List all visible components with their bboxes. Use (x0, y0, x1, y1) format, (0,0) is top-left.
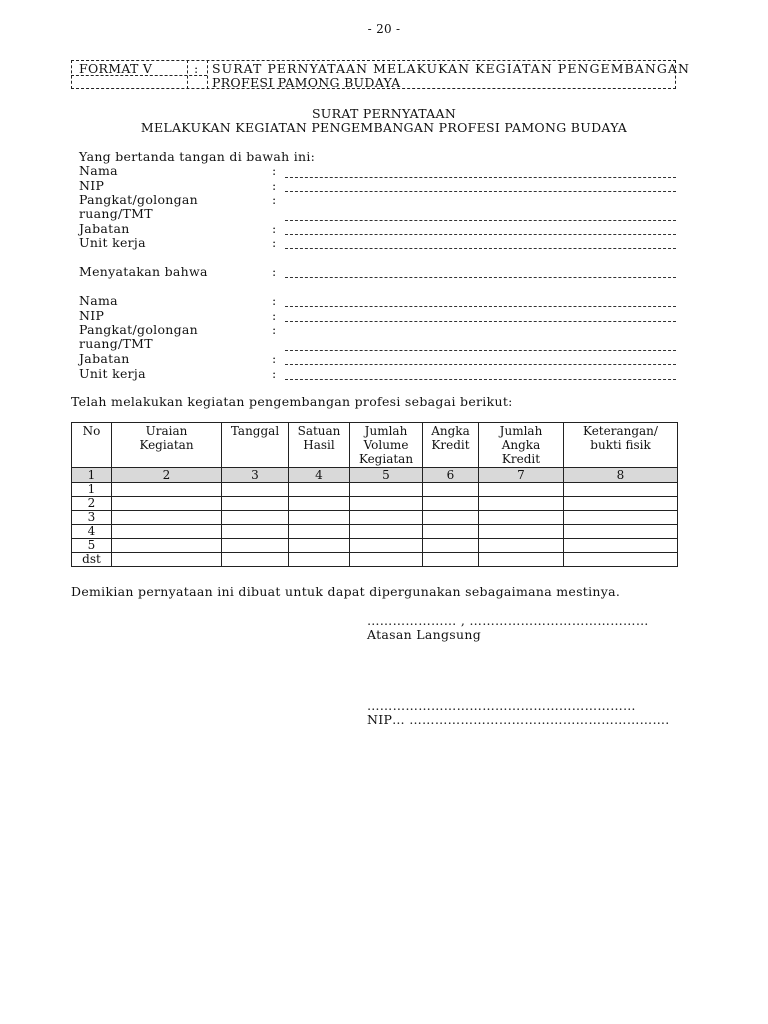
table-row (72, 483, 678, 497)
table-header-text: Jumlah (499, 424, 543, 438)
table-cell[interactable] (350, 511, 423, 525)
table-row (72, 511, 678, 525)
signer-position-dotted-line (285, 234, 676, 235)
table-cell[interactable] (564, 553, 678, 567)
table-cell[interactable] (423, 497, 479, 511)
row-number-cell: 3 (72, 511, 112, 525)
format-title-line1: SURAT PERNYATAAN MELAKUKAN KEGIATAN PENGEMBANGAN (212, 61, 690, 76)
column-number-cell: 4 (289, 468, 350, 483)
signer-rank-label-cont: ruang/TMT (79, 206, 153, 221)
format-colon: : (194, 61, 199, 76)
column-number-cell: 6 (423, 468, 479, 483)
table-cell[interactable] (423, 553, 479, 567)
table-cell[interactable] (222, 497, 289, 511)
table-header-text: Angka (501, 438, 541, 452)
table-header-text: Kegiatan (139, 438, 194, 452)
subject-unit-label: Unit kerja (79, 366, 146, 381)
signer-rank-dotted-line (285, 220, 676, 221)
table-cell[interactable] (564, 511, 678, 525)
field-colon: : (272, 163, 277, 178)
table-header-row (72, 423, 678, 468)
signature-nip-line: NIP… ……………………………………………………. (367, 712, 670, 727)
table-cell[interactable] (222, 511, 289, 525)
table-cell[interactable] (222, 553, 289, 567)
signer-name-dotted-line (285, 177, 676, 178)
table-header-cell (72, 423, 112, 468)
table-header-text: Keterangan/ (583, 424, 658, 438)
place-date-line: ………………… , …………………………………… (367, 613, 649, 628)
intro-text: Yang bertanda tangan di bawah ini: (79, 149, 316, 164)
field-colon: : (272, 366, 277, 381)
field-colon: : (272, 192, 277, 207)
subject-rank-dotted-line (285, 350, 676, 351)
table-cell[interactable] (479, 483, 564, 497)
subject-unit-dotted-line (285, 379, 676, 380)
subject-position-label: Jabatan (79, 351, 130, 366)
table-cell[interactable] (222, 525, 289, 539)
table-row (72, 539, 678, 553)
table-header-text: No (82, 424, 101, 438)
table-header-cell (222, 423, 289, 468)
subject-nip-label: NIP (79, 308, 105, 323)
table-cell[interactable] (564, 497, 678, 511)
signer-position-label: Jabatan (79, 221, 130, 236)
table-cell[interactable] (350, 497, 423, 511)
signer-nip-label: NIP (79, 178, 105, 193)
field-colon: : (272, 235, 277, 250)
table-cell[interactable] (112, 511, 222, 525)
table-cell[interactable] (423, 483, 479, 497)
table-cell[interactable] (222, 539, 289, 553)
table-cell[interactable] (289, 539, 350, 553)
table-cell[interactable] (112, 539, 222, 553)
table-cell[interactable] (112, 483, 222, 497)
row-number-cell: 1 (72, 483, 112, 497)
column-number-cell: 7 (479, 468, 564, 483)
table-cell[interactable] (479, 511, 564, 525)
statement-subtitle: MELAKUKAN KEGIATAN PENGEMBANGAN PROFESI PAMONG BUDAYA (140, 120, 628, 135)
table-header-text: Volume (363, 438, 409, 452)
subject-position-dotted-line (285, 364, 676, 365)
row-number-cell: dst (72, 553, 112, 567)
table-cell[interactable] (222, 483, 289, 497)
row-number-cell: 2 (72, 497, 112, 511)
table-header-cell (112, 423, 222, 468)
table-header-cell (289, 423, 350, 468)
table-cell[interactable] (112, 497, 222, 511)
subject-name-label: Nama (79, 293, 118, 308)
table-cell[interactable] (112, 525, 222, 539)
table-cell[interactable] (350, 483, 423, 497)
table-cell[interactable] (564, 525, 678, 539)
table-header-text: Hasil (303, 438, 335, 452)
subject-rank-label: Pangkat/golongan (79, 322, 199, 337)
table-cell[interactable] (350, 525, 423, 539)
table-cell[interactable] (289, 511, 350, 525)
table-header-cell (564, 423, 678, 468)
column-number-row (72, 468, 678, 483)
subject-nip-dotted-line (285, 321, 676, 322)
column-number-cell: 3 (222, 468, 289, 483)
signer-unit-dotted-line (285, 248, 676, 249)
field-colon: : (272, 264, 277, 279)
field-colon: : (272, 178, 277, 193)
activities-table (71, 422, 678, 567)
table-header-text: Tanggal (230, 424, 280, 438)
format-title-line2: PROFESI PAMONG BUDAYA (212, 75, 401, 90)
table-row (72, 497, 678, 511)
table-cell[interactable] (289, 525, 350, 539)
format-code: FORMAT V (79, 61, 153, 76)
signer-role: Atasan Langsung (367, 627, 481, 642)
table-cell[interactable] (564, 539, 678, 553)
table-cell[interactable] (479, 539, 564, 553)
table-header-text: Kegiatan (358, 452, 414, 466)
table-header-text: Uraian (145, 424, 188, 438)
table-cell[interactable] (479, 553, 564, 567)
table-cell[interactable] (289, 497, 350, 511)
states-label: Menyatakan bahwa (79, 264, 208, 279)
row-number-cell: 4 (72, 525, 112, 539)
table-cell[interactable] (350, 553, 423, 567)
field-colon: : (272, 221, 277, 236)
column-number-cell: 8 (564, 468, 678, 483)
field-colon: : (272, 322, 277, 337)
table-header-cell (350, 423, 423, 468)
table-cell[interactable] (289, 553, 350, 567)
table-cell[interactable] (112, 553, 222, 567)
column-number-cell: 2 (112, 468, 222, 483)
table-cell[interactable] (289, 483, 350, 497)
field-colon: : (272, 351, 277, 366)
signer-name-label: Nama (79, 163, 118, 178)
signer-unit-label: Unit kerja (79, 235, 146, 250)
table-header-cell (423, 423, 479, 468)
table-cell[interactable] (423, 525, 479, 539)
row-number-cell: 5 (72, 539, 112, 553)
table-header-cell (479, 423, 564, 468)
states-dotted-line (285, 277, 676, 278)
subject-rank-label-cont: ruang/TMT (79, 336, 153, 351)
field-colon: : (272, 293, 277, 308)
table-cell[interactable] (479, 497, 564, 511)
subject-name-dotted-line (285, 306, 676, 307)
table-cell[interactable] (479, 525, 564, 539)
table-header-text: Jumlah (364, 424, 408, 438)
table-cell[interactable] (423, 511, 479, 525)
format-divider (207, 60, 208, 89)
table-header-text: Kredit (501, 452, 541, 466)
table-row (72, 525, 678, 539)
field-colon: : (272, 308, 277, 323)
activities-intro: Telah melakukan kegiatan pengembangan profesi sebagai berikut: (71, 394, 513, 409)
statement-title: SURAT PERNYATAAN (311, 106, 457, 121)
table-header-text: Satuan (297, 424, 341, 438)
signature-name-line: ……………………………………………………… (367, 698, 636, 713)
table-row (72, 553, 678, 567)
table-header-text: Kredit (431, 438, 470, 452)
table-cell[interactable] (564, 483, 678, 497)
closing-statement: Demikian pernyataan ini dibuat untuk dapat dipergunakan sebagaimana mestinya. (71, 584, 621, 599)
column-number-cell: 5 (350, 468, 423, 483)
signer-nip-dotted-line (285, 191, 676, 192)
column-number-cell: 1 (72, 468, 112, 483)
table-cell[interactable] (350, 539, 423, 553)
table-header-text: bukti fisik (590, 438, 651, 452)
table-header-text: Angka (431, 424, 470, 438)
signer-rank-label: Pangkat/golongan (79, 192, 199, 207)
page-number: - 20 - (367, 22, 401, 36)
table-cell[interactable] (423, 539, 479, 553)
